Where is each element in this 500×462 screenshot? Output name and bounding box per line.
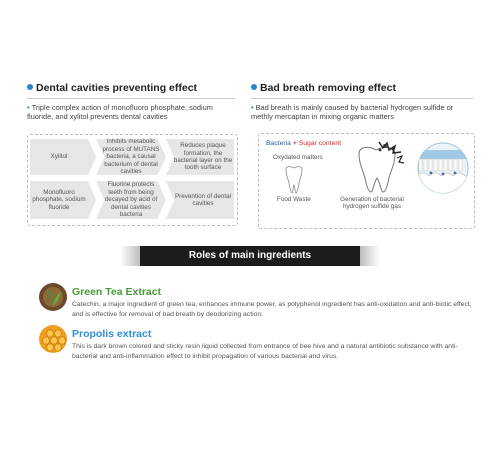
- right-divider: [251, 98, 473, 99]
- oxydated-label: Oxydated matters: [273, 154, 323, 161]
- row-step2: Prevention of dental cavities: [174, 192, 231, 207]
- bar-fade-left: [120, 246, 140, 266]
- row-step1: Fluorine protects teeth from being decayed by acid of dental cavities bacteria: [104, 181, 158, 219]
- row-step2: Reduces plaque formation, the bacterial layer on the tooth surface: [173, 142, 233, 172]
- bullet-mark-icon: •: [251, 103, 254, 112]
- bullet-mark-icon: •: [27, 103, 30, 112]
- bar-fade-right: [360, 246, 380, 266]
- food-waste-label: Food Waste: [277, 196, 311, 203]
- row-name: Monofluoro phosphate, sodium fluoride: [32, 188, 86, 211]
- small-tooth-icon: [283, 165, 305, 195]
- decayed-tooth-icon: [349, 140, 407, 194]
- row-name: Xylitol: [50, 153, 68, 161]
- propolis-desc: This is dark brown colored and sticky resin liquid collected from entrance of bee hive and a natural antibiotic substance with anti-bacterial and anti-inflammation effect to inhibit propagation of various bacterial and virus.: [72, 343, 458, 360]
- roles-bar-frame: [120, 246, 380, 266]
- bad-breath-diagram-box: [258, 133, 475, 229]
- bullet-dot-icon: [27, 84, 33, 90]
- propolis-icon: [38, 324, 68, 354]
- bullet-dot-icon: [251, 84, 257, 90]
- right-section-title: Bad breath removing effect: [251, 82, 396, 94]
- bacteria-sugar-label: Bacteria + Sugar content: [266, 140, 342, 147]
- toothbrush-bacteria-icon: [417, 142, 469, 194]
- green-tea-desc: Catechin, a major ingredient of green tea, enhances immune power, as polyphenol ingredient has anti-oxidation and anti-biotic effect, and is effective for removal of bad breath by deodorizing action.: [72, 301, 472, 318]
- propolis-title: Propolis extract: [72, 328, 152, 340]
- cavity-flow-box: [27, 134, 238, 226]
- green-tea-title: Green Tea Extract: [72, 286, 162, 298]
- generation-label: Generation of bacterial hydrogen sulfide gas: [340, 196, 404, 211]
- roles-title: Roles of main ingredients: [140, 246, 360, 266]
- left-divider: [27, 98, 235, 99]
- right-bullet: • Bad breath is mainly caused by bacterial hydrogen sulfide or methly mercaptan in mixing organic matters: [251, 103, 454, 122]
- row-step1: Inhibits metabolic process of MUTANS bacteria, a causal bacterium of dental cavities: [102, 138, 160, 176]
- green-tea-icon: [38, 282, 68, 312]
- left-bullet: • Triple complex action of monofluoro phosphate, sodium fluoride, and xylitol prevents dental cavities: [27, 103, 213, 122]
- left-section-title: Dental cavities preventing effect: [27, 82, 197, 94]
